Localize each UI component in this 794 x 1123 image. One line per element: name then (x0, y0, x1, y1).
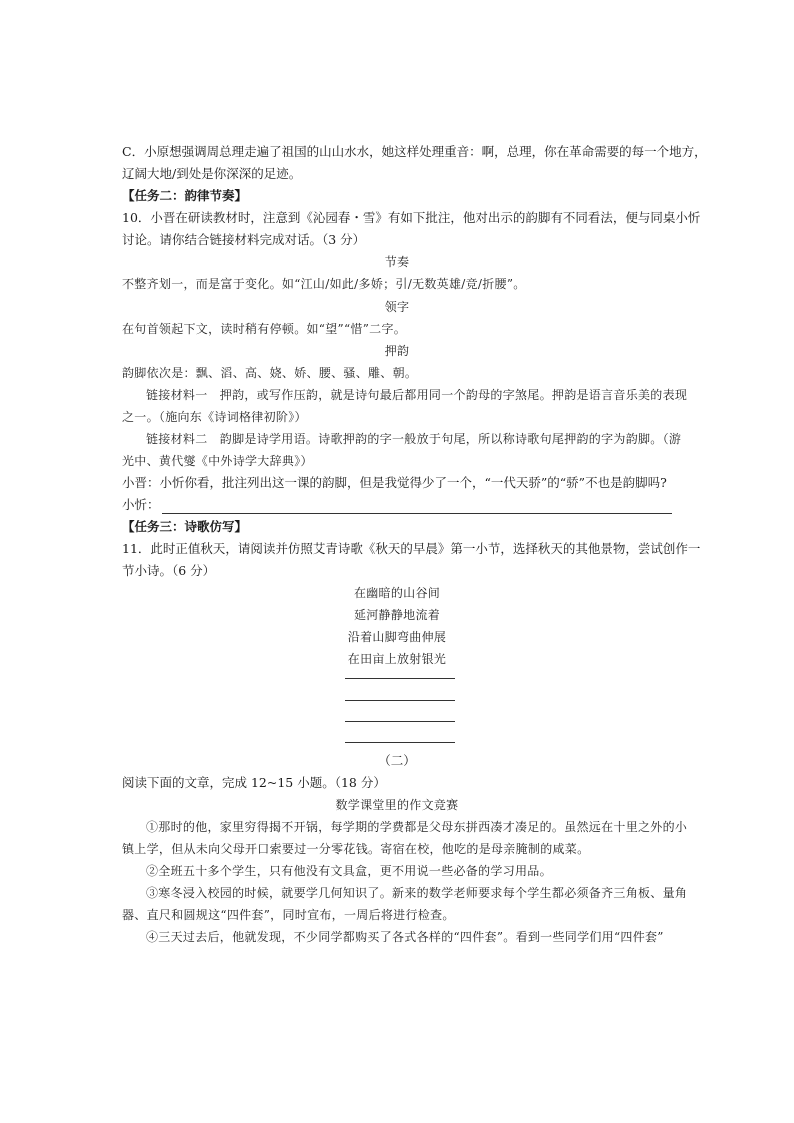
option-c-line1: C．小原想强调周总理走遍了祖国的山山水水，她这样处理重音：啊，总理，你在革命需要的每一个地方， (122, 144, 707, 159)
option-c-line2: 辽阔大地/到处是你深深的足迹。 (122, 166, 302, 181)
annotation-leading-word-text: 在句首领起下文，读时稍有停顿。如“望”“惜”二字。 (122, 322, 407, 336)
dialogue-xiaojin: 小晋：小忻你看，批注列出这一课的韵脚，但是我觉得少了一个，“一代天骄”的“骄”不也是韵脚吗? (122, 475, 667, 490)
poem-line1: 在幽暗的山谷间 (353, 586, 441, 600)
reading-instruction: 阅读下面的文章，完成 12~15 小题。（18 分） (122, 775, 386, 790)
poem-blank-4[interactable] (345, 742, 455, 743)
poem-blank-1[interactable] (345, 678, 455, 679)
paragraph2: ②全班五十多个学生，只有他没有文具盒，更不用说一些必备的学习用品。 (146, 864, 552, 878)
dialogue-xiaoxin (122, 496, 672, 514)
paragraph1-line1: ①那时的他，家里穷得揭不开锅，每学期的学费都是父母东拼西凑才凑足的。虽然远在十里之外的小 (146, 820, 688, 834)
question10-line1: 10．小晋在研读教材时，注意到《沁园春・雪》有如下批注，他对出示的韵脚有不同看法，便与同桌小忻 (122, 210, 701, 225)
dialogue-xiaoxin-label: 小忻： (122, 497, 160, 512)
paragraph4-line1: ④三天过去后，他就发现，不少同学都购买了各式各样的“四件套”。看到一些同学们用“四件套” (146, 930, 664, 944)
link-material1-line2: 之一。（施向东《诗词格律初阶》） (122, 410, 307, 424)
task2-heading: 【任务二：韵律节奏】 (122, 188, 248, 203)
part-two-heading: （二） (378, 753, 416, 768)
article-title: 数学课堂里的作文竞赛 (335, 798, 459, 812)
paragraph3-line2: 器、直尺和圆规这“四件套”，同时宣布，一周后将进行检查。 (122, 908, 455, 922)
poem-line4: 在田亩上放射银光 (347, 652, 447, 666)
task3-heading: 【任务三：诗歌仿写】 (122, 519, 248, 534)
annotation-heading-rhythm: 节奏 (384, 255, 410, 269)
poem-line2: 延河静静地流着 (353, 608, 441, 622)
answer-line[interactable] (162, 501, 672, 514)
annotation-heading-rhyme: 押韵 (384, 344, 410, 358)
annotation-rhythm-text: 不整齐划一，而是富于变化。如“江山/如此/多娇；引/无数英雄/竞/折腰”。 (122, 277, 526, 291)
link-material1-line1: 链接材料一 押韵，或写作压韵，就是诗句最后都用同一个韵母的字煞尾。押韵是语言音乐美的表现 (146, 388, 688, 402)
poem-blank-3[interactable] (345, 721, 455, 722)
poem-blank-2[interactable] (345, 700, 455, 701)
question11-line1: 11．此时正值秋天，请阅读并仿照艾青诗歌《秋天的早晨》第一小节，选择秋天的其他景物，尝试创作一 (122, 541, 701, 556)
annotation-rhyme-text: 韵脚依次是：飘、滔、高、娆、娇、腰、骚、雕、朝。 (122, 366, 418, 380)
link-material2-line2: 光中、黄代燮《中外诗学大辞典》） (122, 454, 313, 468)
paragraph3-line1: ③寒冬浸入校园的时候，就要学几何知识了。新来的数学老师要求每个学生都必须备齐三角板、量角 (146, 886, 688, 900)
annotation-heading-leading-word: 领字 (384, 300, 410, 314)
question11-line2: 节小诗。（6 分） (122, 563, 216, 578)
poem-line3: 沿着山脚弯曲伸展 (347, 630, 447, 644)
link-material2-line1: 链接材料二 韵脚是诗学用语。诗歌押韵的字一般放于句尾，所以称诗歌句尾押韵的字为韵脚。（游 (146, 432, 682, 446)
question10-line2: 讨论。请你结合链接材料完成对话。（3 分） (122, 232, 366, 247)
paragraph1-line2: 镇上学，但从未向父母开口索要过一分零花钱。寄宿在校，他吃的是母亲腌制的咸菜。 (122, 842, 590, 856)
